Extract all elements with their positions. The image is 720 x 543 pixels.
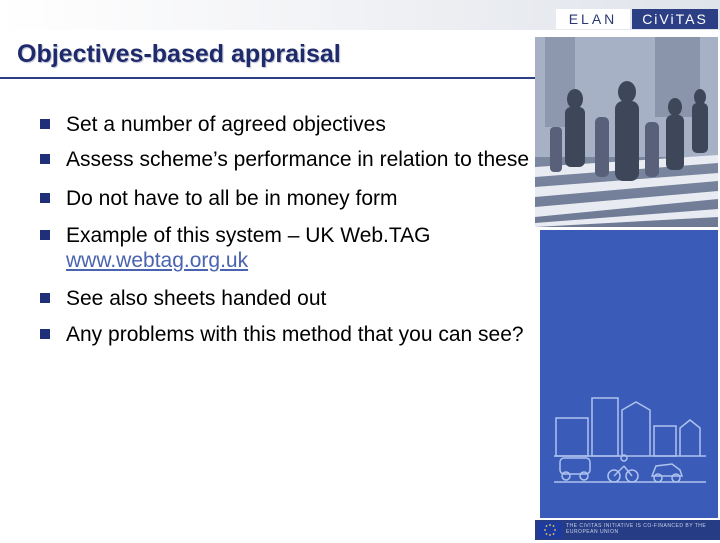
square-bullet-icon (40, 230, 50, 240)
square-bullet-icon (40, 293, 50, 303)
eu-flag-icon (538, 522, 562, 538)
bullet-text: Any problems with this method that you can see? (66, 323, 524, 346)
bullet-text: Do not have to all be in money form (66, 187, 398, 210)
eu-footer (535, 520, 720, 540)
square-bullet-icon (40, 329, 50, 339)
crowd-photo (535, 37, 718, 227)
bullet-item (40, 147, 530, 172)
bullet-item (40, 286, 530, 311)
square-bullet-icon (40, 119, 50, 129)
city-transport-illustration (540, 230, 718, 518)
square-bullet-icon (40, 154, 50, 164)
title-divider (0, 77, 540, 79)
bullet-item (40, 223, 530, 273)
bullet-item (40, 112, 530, 137)
bullet-item (40, 322, 530, 347)
slide-title: Objectives-based appraisal (17, 40, 341, 68)
bullet-text: Example of this system – UK Web.TAG (66, 224, 431, 247)
bullet-item (40, 186, 530, 211)
civitas-logo: CiViTAS (632, 9, 718, 29)
elan-logo: ELAN (556, 9, 630, 29)
webtag-link[interactable]: www.webtag.org.uk (66, 249, 249, 272)
eu-cofinance-text: THE CIVITAS INITIATIVE IS CO-FINANCED BY THE EUROPEAN UNION (566, 523, 707, 535)
bullet-text: See also sheets handed out (66, 287, 327, 310)
bullet-text: Set a number of agreed objectives (66, 113, 386, 136)
bullet-text: Assess scheme’s performance in relation to these (66, 148, 530, 171)
square-bullet-icon (40, 193, 50, 203)
bullet-list (40, 112, 530, 347)
